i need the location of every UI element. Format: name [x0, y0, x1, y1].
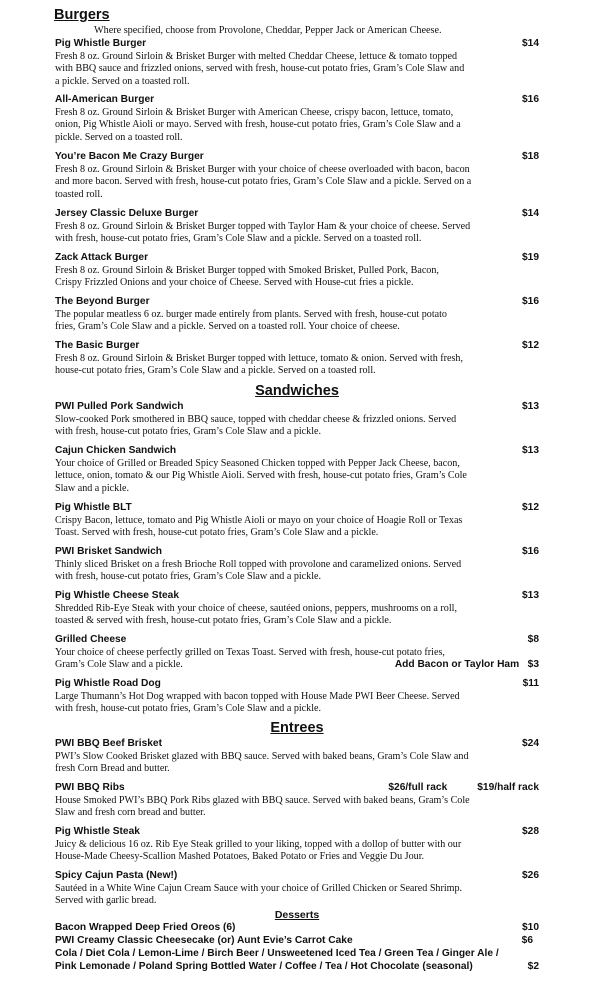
menu-item-grilled-cheese — [55, 634, 539, 672]
menu-item-jersey-classic-deluxe-burger — [55, 208, 539, 246]
item-name: Bacon Wrapped Deep Fried Oreos (6) — [55, 922, 236, 933]
menu-item-zack-attack-burger — [55, 252, 539, 290]
burgers-intro: Where specified, choose from Provolone, Cheddar, Pepper Jack or American Cheese. — [94, 25, 442, 36]
item-price: $16 — [522, 546, 539, 557]
item-price: $13 — [522, 590, 539, 601]
item-name: PWI BBQ Beef Brisket — [55, 738, 162, 749]
menu-item-all-american-burger — [55, 94, 539, 144]
item-name: You’re Bacon Me Crazy Burger — [55, 151, 204, 162]
item-description: Sautéed in a White Wine Cajun Cream Sauce with your choice of Grilled Chicken or Seared Shrimp. Served with garlic bread. — [55, 882, 463, 907]
menu-item-fried-oreos — [55, 922, 539, 934]
item-description: Fresh 8 oz. Ground Sirloin & Brisket Burger with your choice of cheese overloaded with bacon, bacon and more bacon. Served with fresh, house-cut potato fries, Gram’s Cole Slaw and a pickle. Served on a toasted roll. — [55, 163, 472, 200]
item-name: Pig Whistle Burger — [55, 38, 147, 49]
item-name: Cajun Chicken Sandwich — [55, 445, 177, 456]
menu-item-bacon-me-crazy-burger — [55, 151, 539, 201]
item-description: Fresh 8 oz. Ground Sirloin & Brisket Burger topped with Taylor Ham & your choice of cheese. Served with fresh, house-cut potato fries, Gram’s Cole Slaw and a pickle. Served on a toasted roll. — [55, 220, 471, 245]
item-name: Zack Attack Burger — [55, 252, 149, 263]
menu-item-beyond-burger — [55, 296, 539, 334]
item-price: $14 — [522, 208, 539, 219]
item-description: Fresh 8 oz. Ground Sirloin & Brisket Burger with melted Cheddar Cheese, lettuce & tomato topped with BBQ sauce and frizzled onions, served with fresh, house-cut potato fries, Gram’s Cole Slaw and a pickle. Served on a toasted roll. — [55, 50, 465, 87]
item-price: $10 — [522, 922, 539, 933]
menu-item-cheese-steak — [55, 590, 539, 628]
item-price: $26 — [522, 870, 539, 881]
item-price: $11 — [522, 678, 539, 689]
menu-item-cajun-chicken-sandwich — [55, 445, 539, 495]
menu-item-cheesecake-carrot-cake — [55, 935, 539, 947]
item-name: Pig Whistle BLT — [55, 502, 132, 513]
item-price: $13 — [522, 401, 539, 412]
drinks-price: $2 — [527, 961, 539, 972]
item-price: $6 — [521, 935, 533, 946]
item-price: $12 — [522, 502, 539, 513]
menu-item-spicy-cajun-pasta — [55, 870, 539, 908]
item-description: Fresh 8 oz. Ground Sirloin & Brisket Burger with American Cheese, crispy bacon, lettuce, tomato, onion, Pig Whistle Aioli or mayo. Served with fresh, house-cut potato fries, Gram’s Cole Slaw and a pickle. Served on a toasted roll. — [55, 106, 461, 143]
item-price: $16 — [522, 296, 539, 307]
item-price: $18 — [522, 151, 539, 162]
item-description: Juicy & delicious 16 oz. Rib Eye Steak grilled to your liking, topped with a dollop of butter with our House-Made Cheesy-Scallion Mashed Potatoes, Baked Potato or Fries and Veggie Du Jour. — [55, 838, 462, 863]
drinks-list — [55, 948, 539, 973]
item-name: The Beyond Burger — [55, 296, 150, 307]
item-description: Your choice of Grilled or Breaded Spicy Seasoned Chicken topped with Pepper Jack Cheese, bacon, lettuce, onion, tomato & our Pig Whistle Aioli. Served with fresh, house-cut potato fries, Gram’s Cole Slaw and a pickle. — [55, 457, 467, 494]
item-name: Pig Whistle Road Dog — [55, 678, 161, 689]
item-description: Fresh 8 oz. Ground Sirloin & Brisket Burger topped with Smoked Brisket, Pulled Pork, Bacon, Crispy Frizzled Onions and your choice of Cheese. Served with House-cut fries a pickle. — [55, 264, 439, 289]
desserts-heading: Desserts — [274, 909, 320, 921]
menu-item-brisket-sandwich — [55, 546, 539, 584]
addon-option: Add Bacon or Taylor Ham $3 — [394, 659, 539, 671]
menu-item-basic-burger — [55, 340, 539, 378]
item-description: Thinly sliced Brisket on a fresh Brioche Roll topped with provolone and caramelized onions. Served with fresh, house-cut potato fries, Gram’s Cole Slaw and a pickle. — [55, 558, 462, 583]
item-price: $28 — [522, 826, 539, 837]
drinks-line-1: Cola / Diet Cola / Lemon-Lime / Birch Beer / Unsweetened Iced Tea / Green Tea / Ginger Ale / — [55, 948, 499, 959]
item-name: PWI Brisket Sandwich — [55, 546, 162, 557]
item-description: House Smoked PWI’s BBQ Pork Ribs glazed with BBQ sauce. Served with baked beans, Gram’s Cole Slaw and fresh corn bread and butter. — [55, 794, 470, 819]
item-name: PWI Pulled Pork Sandwich — [55, 401, 184, 412]
item-price: $24 — [522, 738, 539, 749]
item-description: The popular meatless 6 oz. burger made entirely from plants. Served with fresh, house-cut potato fries, Gram’s Cole Slaw and a pickle. Served on a toasted roll. Your choice of cheese. — [55, 308, 447, 333]
item-description: PWI’s Slow Cooked Brisket glazed with BBQ sauce. Served with baked beans, Gram’s Cole Slaw and fresh Corn Bread and butter. — [55, 750, 469, 775]
item-description: Large Thumann’s Hot Dog wrapped with bacon topped with House Made PWI Beer Cheese. Served with fresh, house-cut potato fries, Gram’s Cole Slaw and a pickle. — [55, 690, 460, 715]
sandwiches-heading: Sandwiches — [255, 383, 339, 399]
entrees-heading: Entrees — [270, 720, 324, 736]
item-description: Slow-cooked Pork smothered in BBQ sauce, topped with cheddar cheese & frizzled onions. Served with fresh, house-cut potato fries, Gram’s Cole Slaw and a pickle. — [55, 413, 457, 438]
item-name: The Basic Burger — [55, 340, 140, 351]
item-name: Pig Whistle Cheese Steak — [55, 590, 179, 601]
item-description: Crispy Bacon, lettuce, tomato and Pig Whistle Aioli or mayo on your choice of Hoagie Roll or Texas Toast. Served with fresh, house-cut potato fries, Gram’s Cole Slaw and a pickle. — [55, 514, 463, 539]
item-name: Pig Whistle Steak — [55, 826, 140, 837]
item-price: $8 — [527, 634, 539, 645]
item-price: $13 — [522, 445, 539, 456]
item-price: $14 — [522, 38, 539, 49]
item-description: Your choice of cheese perfectly grilled on Texas Toast. Served with fresh, house-cut potato fries, Gram’s Cole Slaw and a pickle. Add Bacon or Taylor Ham $3 — [55, 646, 539, 671]
menu-item-road-dog — [55, 678, 539, 716]
menu-item-pig-whistle-burger — [55, 38, 539, 88]
item-description: Shredded Rib-Eye Steak with your choice of cheese, sautéed onions, peppers, mushrooms on a roll, toasted & served with fresh, house-cut potato fries, Gram’s Cole Slaw and a pickle. — [55, 602, 457, 627]
item-name: Grilled Cheese — [55, 634, 127, 645]
menu-item-pig-whistle-blt — [55, 502, 539, 540]
item-name: Spicy Cajun Pasta (New!) — [55, 870, 178, 881]
item-price: $19 — [522, 252, 539, 263]
menu-item-bbq-beef-brisket — [55, 738, 539, 776]
item-price-options: $26/full rack $19/half rack — [388, 782, 539, 793]
item-description: Fresh 8 oz. Ground Sirloin & Brisket Burger topped with lettuce, tomato & onion. Served with fresh, house-cut potato fries, Gram’s Cole Slaw and a pickle. Served on a toasted roll. — [55, 352, 463, 377]
menu-item-bbq-ribs — [55, 782, 539, 820]
item-name: All-American Burger — [55, 94, 155, 105]
item-price: $12 — [522, 340, 539, 351]
burgers-heading: Burgers — [54, 7, 110, 23]
item-name: Jersey Classic Deluxe Burger — [55, 208, 199, 219]
menu-item-pig-whistle-steak — [55, 826, 539, 864]
menu-item-pulled-pork-sandwich — [55, 401, 539, 439]
item-name: PWI Creamy Classic Cheesecake (or) Aunt Evie’s Carrot Cake — [55, 935, 353, 946]
drinks-line-2: Pink Lemonade / Poland Spring Bottled Water / Coffee / Tea / Hot Chocolate (seasonal) — [55, 961, 473, 972]
item-name: PWI BBQ Ribs — [55, 782, 125, 793]
item-price: $16 — [522, 94, 539, 105]
